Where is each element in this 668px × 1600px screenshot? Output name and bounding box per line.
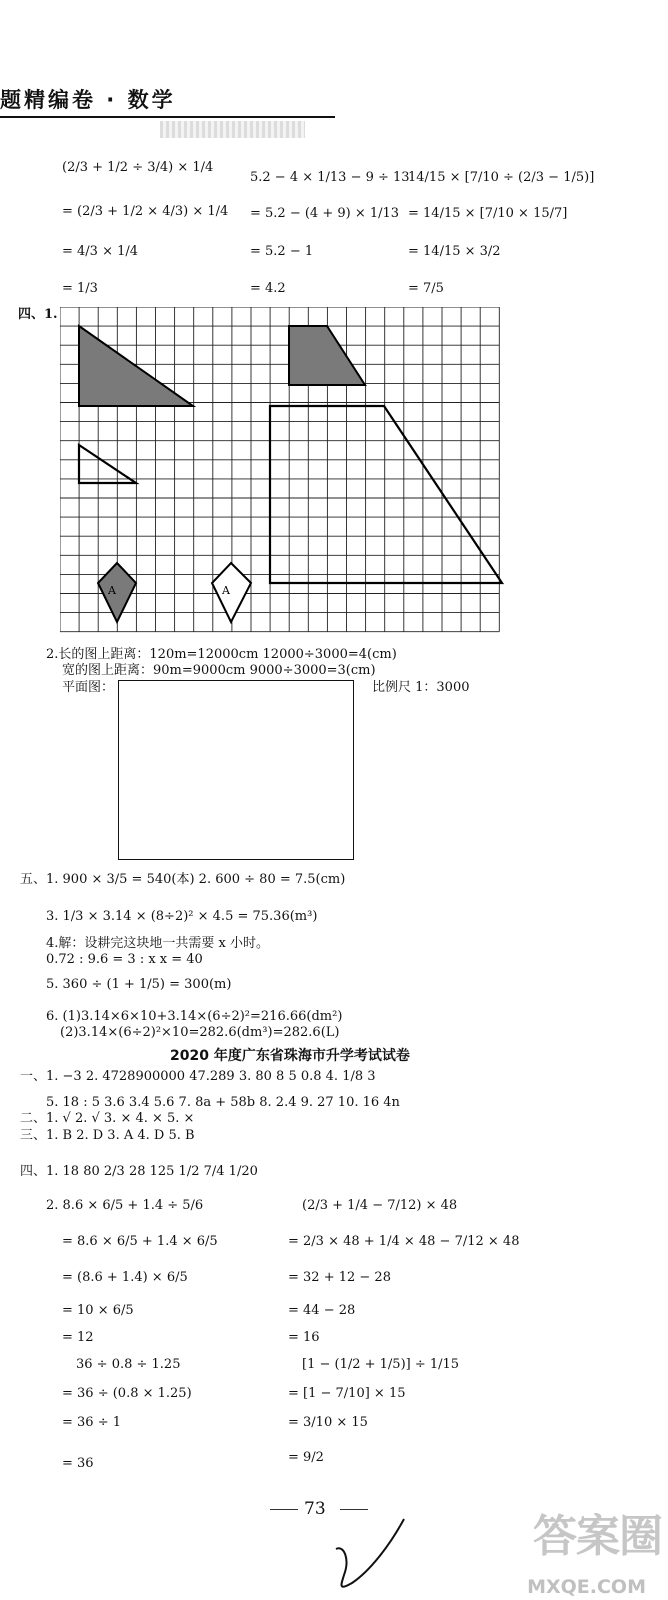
plan-label: 平面图：: [62, 680, 115, 695]
kite-label-a-outline: A: [222, 584, 230, 597]
calc-right-line1: (2/3 + 1/4 − 7/12) × 48: [302, 1198, 458, 1213]
calc1-col2-line4: = 4.2: [250, 281, 286, 296]
calc1-col3-line3: = 14/15 × 3/2: [408, 244, 501, 259]
s5-line5: 5. 360 ÷ (1 + 1/5) = 300(m): [46, 977, 232, 992]
calc1-col2-line2: = 5.2 − (4 + 9) × 1/13: [250, 206, 400, 221]
check-mark-scribble: [330, 1515, 410, 1593]
large-trapezoid: [270, 406, 502, 583]
calc-left-line8: = 36 ÷ 1: [62, 1415, 121, 1430]
calc-left-line6: 36 ÷ 0.8 ÷ 1.25: [76, 1357, 181, 1372]
calc-left-line9: = 36: [62, 1456, 94, 1471]
grid-shapes: [79, 326, 502, 622]
s5-line1: 五、1. 900 × 3/5 = 540(本) 2. 600 ÷ 80 = 7.5(cm): [20, 872, 346, 887]
calc-left-line2: = 8.6 × 6/5 + 1.4 × 6/5: [62, 1234, 218, 1249]
plan-rectangle: [118, 680, 354, 860]
shaded-kite: [98, 563, 136, 622]
calc1-col3-line1: 14/15 × [7/10 ÷ (2/3 − 1/5)]: [408, 170, 595, 185]
small-triangle: [79, 445, 136, 483]
exam-line2: 5. 18 : 5 3.6 3.4 5.6 7. 8a + 58b 8. 2.4 9. 27 10. 16 4n: [46, 1095, 400, 1110]
calc1-col1-line2: = (2/3 + 1/2 × 4/3) × 1/4: [62, 204, 229, 219]
kite-label-a-shaded: A: [108, 584, 116, 597]
s5-line2: 3. 1/3 × 3.14 × (8÷2)² × 4.5 = 75.36(m³): [46, 909, 318, 924]
exam-line1: 一、1. −3 2. 4728900000 47.289 3. 80 8 5 0.8 4. 1/8 3: [20, 1069, 376, 1084]
calc-right-line4: = 44 − 28: [288, 1303, 356, 1318]
section4-label: 四、1.: [18, 307, 58, 322]
s5-line4: 0.72 : 9.6 = 3 : x x = 40: [46, 952, 203, 967]
calc-right-line7: = [1 − 7/10] × 15: [288, 1386, 406, 1401]
calc-left-line3: = (8.6 + 1.4) × 6/5: [62, 1270, 188, 1285]
calc-left-line1: 2. 8.6 × 6/5 + 1.4 ÷ 5/6: [46, 1198, 204, 1213]
shaded-trapezoid: [289, 326, 365, 385]
outline-kite: [212, 563, 251, 622]
calc-left-line7: = 36 ÷ (0.8 × 1.25): [62, 1386, 192, 1401]
page-header-title: 题精编卷 · 数学: [0, 88, 176, 112]
q2-length-line: 2.长的图上距离：120m=12000cm 12000÷3000=4(cm): [46, 647, 397, 662]
exam-line4: 三、1. B 2. D 3. A 4. D 5. B: [20, 1128, 195, 1143]
calc-right-line3: = 32 + 12 − 28: [288, 1270, 391, 1285]
page-number-dash-right: [340, 1509, 368, 1510]
s5-line7: (2)3.14×(6÷2)²×10=282.6(dm³)=282.6(L): [60, 1025, 340, 1040]
calc-left-line4: = 10 × 6/5: [62, 1303, 134, 1318]
calc1-col1-line1: (2/3 + 1/2 ÷ 3/4) × 1/4: [62, 160, 214, 175]
calc-right-line9: = 9/2: [288, 1450, 324, 1465]
calc1-col2-line1: 5.2 − 4 × 1/13 − 9 ÷ 13: [250, 170, 410, 185]
calc1-col2-line3: = 5.2 − 1: [250, 244, 314, 259]
calc-right-line8: = 3/10 × 15: [288, 1415, 368, 1430]
calc1-col3-line4: = 7/5: [408, 281, 444, 296]
calc1-col1-line4: = 1/3: [62, 281, 98, 296]
scale-label: 比例尺 1：3000: [372, 680, 470, 695]
exam-title: 2020 年度广东省珠海市升学考试试卷: [170, 1048, 410, 1064]
page-number: 73: [304, 1499, 326, 1519]
calc-left-line5: = 12: [62, 1330, 94, 1345]
exam-line5: 四、1. 18 80 2/3 28 125 1/2 7/4 1/20: [20, 1164, 258, 1179]
calc1-col3-line2: = 14/15 × [7/10 × 15/7]: [408, 206, 568, 221]
header-smudge: [160, 121, 305, 138]
calc-right-line6: [1 − (1/2 + 1/5)] ÷ 1/15: [302, 1357, 460, 1372]
calc1-col1-line3: = 4/3 × 1/4: [62, 244, 139, 259]
calc-right-line2: = 2/3 × 48 + 1/4 × 48 − 7/12 × 48: [288, 1234, 520, 1249]
grid-figure: [60, 307, 505, 647]
watermark-logo: 答案圈: [533, 1511, 662, 1562]
s5-line3: 4.解：设耕完这块地一共需要 x 小时。: [46, 936, 269, 951]
calc-right-line5: = 16: [288, 1330, 320, 1345]
page-number-dash-left: [270, 1509, 298, 1510]
q2-width-line: 宽的图上距离：90m=9000cm 9000÷3000=3(cm): [62, 663, 376, 678]
s5-line6: 6. (1)3.14×6×10+3.14×(6÷2)²=216.66(dm²): [46, 1009, 343, 1024]
header-rule: [0, 116, 335, 118]
exam-line3: 二、1. √ 2. √ 3. × 4. × 5. ×: [20, 1111, 195, 1126]
watermark-url: MXQE.COM: [527, 1576, 646, 1598]
